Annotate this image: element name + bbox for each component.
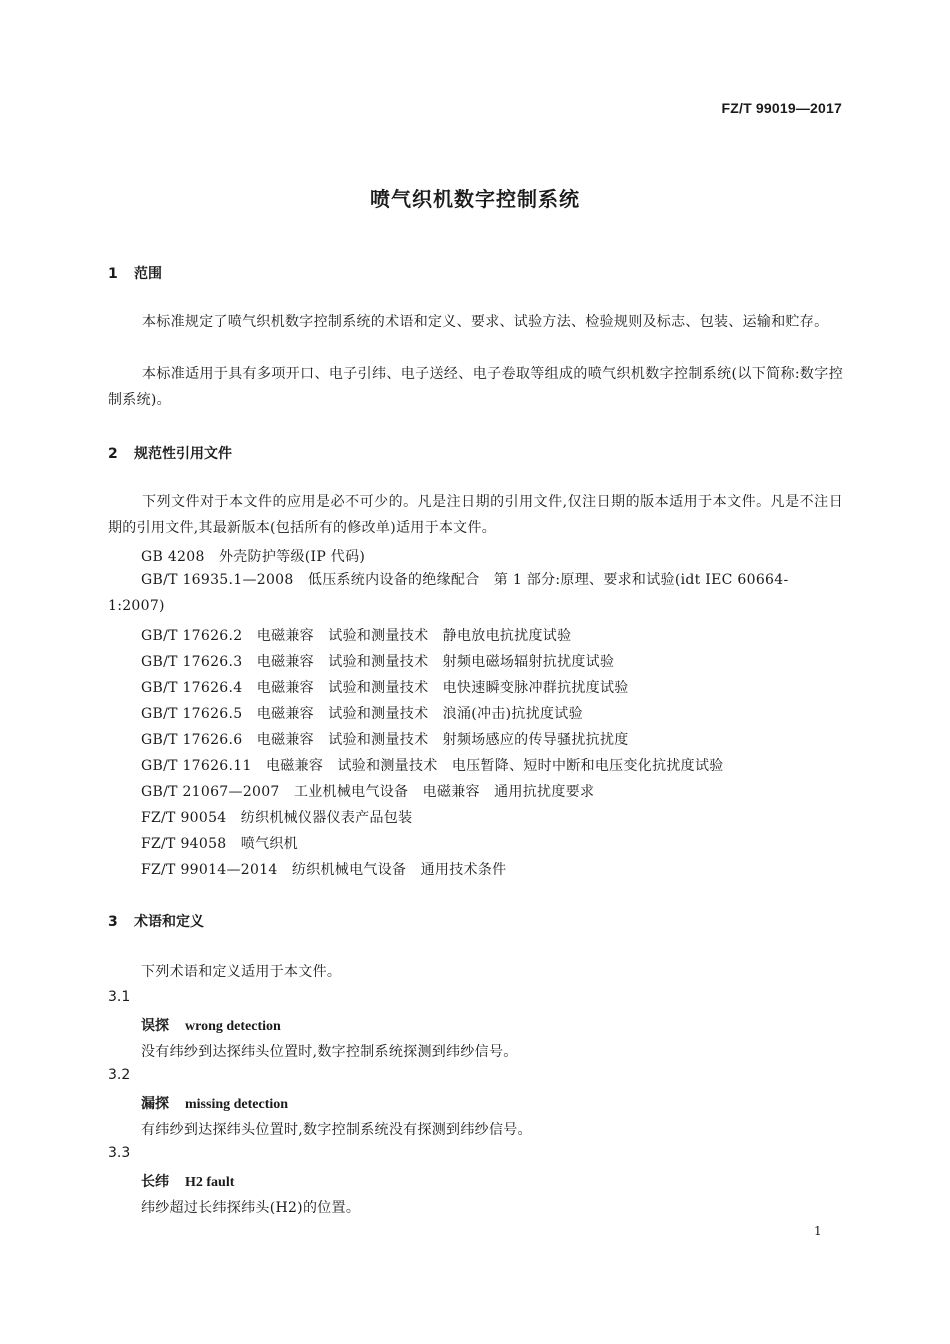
term-chinese: 误探 [141,1018,169,1034]
standard-code: FZ/T 99019—2017 [721,100,842,116]
term-english: H2 fault [185,1175,235,1190]
term-heading [141,1093,288,1113]
page-number: 1 [814,1224,822,1238]
reference-item: GB/T 17626.11 电磁兼容 试验和测量技术 电压暂降、短时中断和电压变化抗扰度试验 [141,758,724,774]
scope-paragraph-1: 本标准规定了喷气织机数字控制系统的术语和定义、要求、试验方法、检验规则及标志、包装、运输和贮存。 [142,314,829,330]
reference-item: GB/T 16935.1—2008 低压系统内设备的绝缘配合 第 1 部分:原理、要求和试验(idt IEC 60664-1:2007) [108,572,789,614]
section-title: 范围 [134,266,162,282]
term-definition: 有纬纱到达探纬头位置时,数字控制系统没有探测到纬纱信号。 [141,1122,532,1138]
reference-item: GB 4208 外壳防护等级(IP 代码) [141,549,366,565]
section-number: 1 [108,266,118,282]
section-number: 2 [108,446,118,462]
term-number: 3.1 [108,989,131,1005]
term-english: wrong detection [185,1019,281,1034]
section-1-heading [108,263,162,283]
section-title: 术语和定义 [134,914,204,930]
section-number: 3 [108,914,118,930]
reference-item: GB/T 17626.5 电磁兼容 试验和测量技术 浪涌(冲击)抗扰度试验 [141,706,583,722]
term-english: missing detection [185,1097,289,1112]
section-title: 规范性引用文件 [134,446,232,462]
reference-item: GB/T 17626.2 电磁兼容 试验和测量技术 静电放电抗扰度试验 [141,628,572,644]
reference-item: GB/T 21067—2007 工业机械电气设备 电磁兼容 通用抗扰度要求 [141,784,595,800]
document-title: 喷气织机数字控制系统 [370,187,580,211]
term-definition: 没有纬纱到达探纬头位置时,数字控制系统探测到纬纱信号。 [141,1044,518,1060]
term-definition: 纬纱超过长纬探纬头(H2)的位置。 [141,1200,361,1216]
reference-item: FZ/T 90054 纺织机械仪器仪表产品包装 [141,810,413,826]
term-chinese: 长纬 [141,1174,169,1190]
reference-item: GB/T 17626.4 电磁兼容 试验和测量技术 电快速瞬变脉冲群抗扰度试验 [141,680,629,696]
references-intro: 下列文件对于本文件的应用是必不可少的。凡是注日期的引用文件,仅注日期的版本适用于本文件。凡是不注日期的引用文件,其最新版本(包括所有的修改单)适用于本文件。 [108,494,843,536]
scope-paragraph-2: 本标准适用于具有多项开口、电子引纬、电子送经、电子卷取等组成的喷气织机数字控制系统(以下简称:数字控制系统)。 [108,366,843,408]
reference-item: FZ/T 99014—2014 纺织机械电气设备 通用技术条件 [141,862,507,878]
term-heading [141,1015,281,1035]
section-3-heading [108,911,204,931]
term-heading [141,1171,234,1191]
term-chinese: 漏探 [141,1096,169,1112]
term-number: 3.2 [108,1067,131,1083]
term-number: 3.3 [108,1145,131,1161]
reference-item: FZ/T 94058 喷气织机 [141,836,298,852]
section-2-heading [108,443,232,463]
terms-intro: 下列术语和定义适用于本文件。 [141,964,342,980]
reference-item: GB/T 17626.6 电磁兼容 试验和测量技术 射频场感应的传导骚扰抗扰度 [141,732,629,748]
reference-item: GB/T 17626.3 电磁兼容 试验和测量技术 射频电磁场辐射抗扰度试验 [141,654,615,670]
